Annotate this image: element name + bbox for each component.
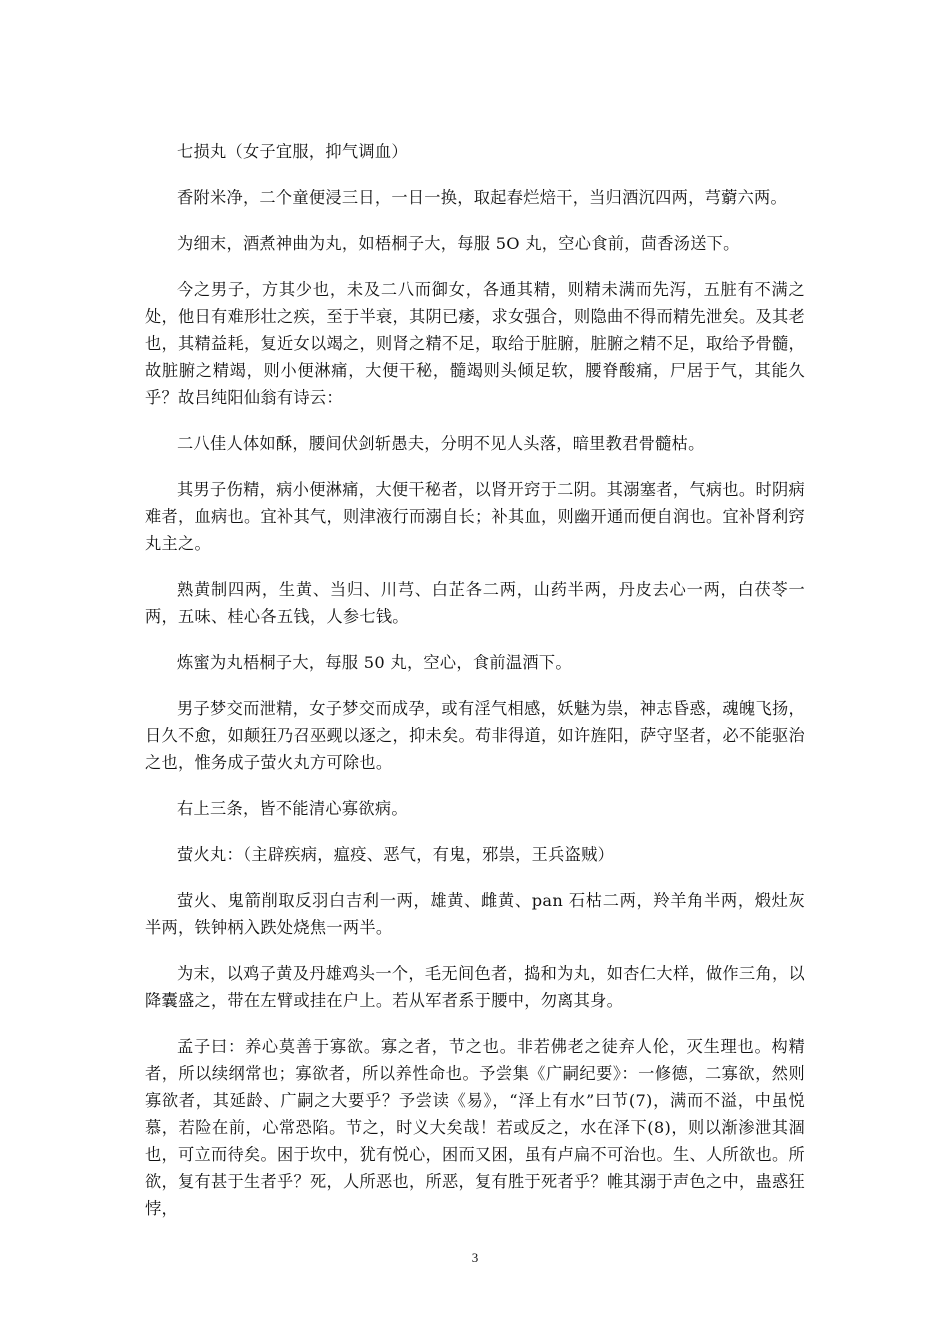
paragraph-poem: 二八佳人体如酥，腰间伏剑斩愚夫，分明不见人头落，暗里教君骨髓枯。 (177, 434, 705, 453)
paragraph-firefly-pill-preparation: 为末，以鸡子黄及丹雄鸡头一个，毛无间色者，捣和为丸，如杏仁大样，做作三角，以降囊盛之，带在左臂或挂在户上。若从军者系于腰中，勿离其身。 (145, 964, 805, 1010)
paragraph-firefly-pill-ingredients: 萤火、鬼箭削取反羽白吉利一两，雄黄、雌黄、pan 石枯二两，羚羊角半两，煅灶灰半两，铁钟柄入跌处烧焦一两半。 (145, 891, 805, 937)
paragraph-mencius: 孟子曰：养心莫善于寡欲。寡之者，节之也。非若佛老之徒弃人伦，灭生理也。构精者，所以续纲常也；寡欲者，所以养性命也。予尝集《广嗣纪要》：一修德，二寡欲，然则寡欲者，其延龄、广嗣之大要乎？予尝读《易》，“泽上有水”曰节(7)，满而不溢，中虽悦慕，若险在前，心常恐陷。节之，时义大矣哉！若或反之，水在泽下(8)，则以渐渗泄其涸也，可立而待矣。困于坎中，犹有悦心，困而又困，虽有卢扁不可治也。生、人所欲也。所欲，复有甚于生者乎？死，人所恶也，所恶，复有胜于死者乎？帷其溺于声色之中，蛊惑狂悖， (145, 1037, 805, 1218)
paragraph-recipe-ingredients: 香附米净，二个童便浸三日，一日一换，取起春烂焙干，当归酒沉四两，芎藭六两。 (177, 188, 788, 207)
paragraph-dream-intercourse: 男子梦交而泄精，女子梦交而成孕，或有淫气相感，妖魅为祟，神志昏惑，魂魄飞扬，日久不愈，如颠狂乃召巫觋以逐之，抑未矣。苟非得道，如许旌阳，萨守坚者，必不能驱治之也，惟务成子萤火丸方可除也。 (145, 699, 805, 772)
paragraph-injury-essence: 其男子伤精，病小便淋痛，大便干秘者，以肾开窍于二阴。其溺塞者，气病也。时阴病难者，血病也。宜补其气，则津液行而溺自长；补其血，则幽开通而便自润也。宜补肾利窍丸主之。 (145, 480, 805, 553)
document-body (145, 138, 805, 1241)
paragraph-firefly-pill-title: 萤火丸：（主辟疾病，瘟疫、恶气，有鬼，邪祟，王兵盗贼） (177, 845, 615, 864)
page-number: 3 (471, 1250, 479, 1265)
paragraph-discussion-men: 今之男子，方其少也，未及二八而御女，各通其精，则精未满而先泻，五脏有不满之处，他日有难形壮之疾，至于半衰，其阴已痿，求女强合，则隐曲不得而精先泄矣。及其老也，其精益耗，复近女以竭之，则肾之精不足，取给于脏腑，脏腑之精不足，取给予骨髓，故脏腑之精竭，则小便淋痛，大便干秘，髓竭则头倾足软，腰脊酸痛，尸居于气，其能久乎？故吕纯阳仙翁有诗云： (145, 280, 805, 407)
paragraph-kidney-pill-ingredients: 熟黄制四两，生黄、当归、川芎、白芷各二两，山药半两，丹皮去心一两，白茯苓一两，五味、桂心各五钱，人参七钱。 (145, 580, 805, 626)
paragraph-summary: 右上三条，皆不能清心寡欲病。 (177, 799, 408, 818)
paragraph-recipe-preparation: 为细末，酒煮神曲为丸，如梧桐子大，每服 5O 丸，空心食前，茴香汤送下。 (177, 234, 740, 253)
paragraph-title-qisun-pill: 七损丸（女子宜服，抑气调血） (177, 142, 408, 161)
paragraph-kidney-pill-dosage: 炼蜜为丸梧桐子大，每服 50 丸，空心，食前温酒下。 (177, 653, 572, 672)
